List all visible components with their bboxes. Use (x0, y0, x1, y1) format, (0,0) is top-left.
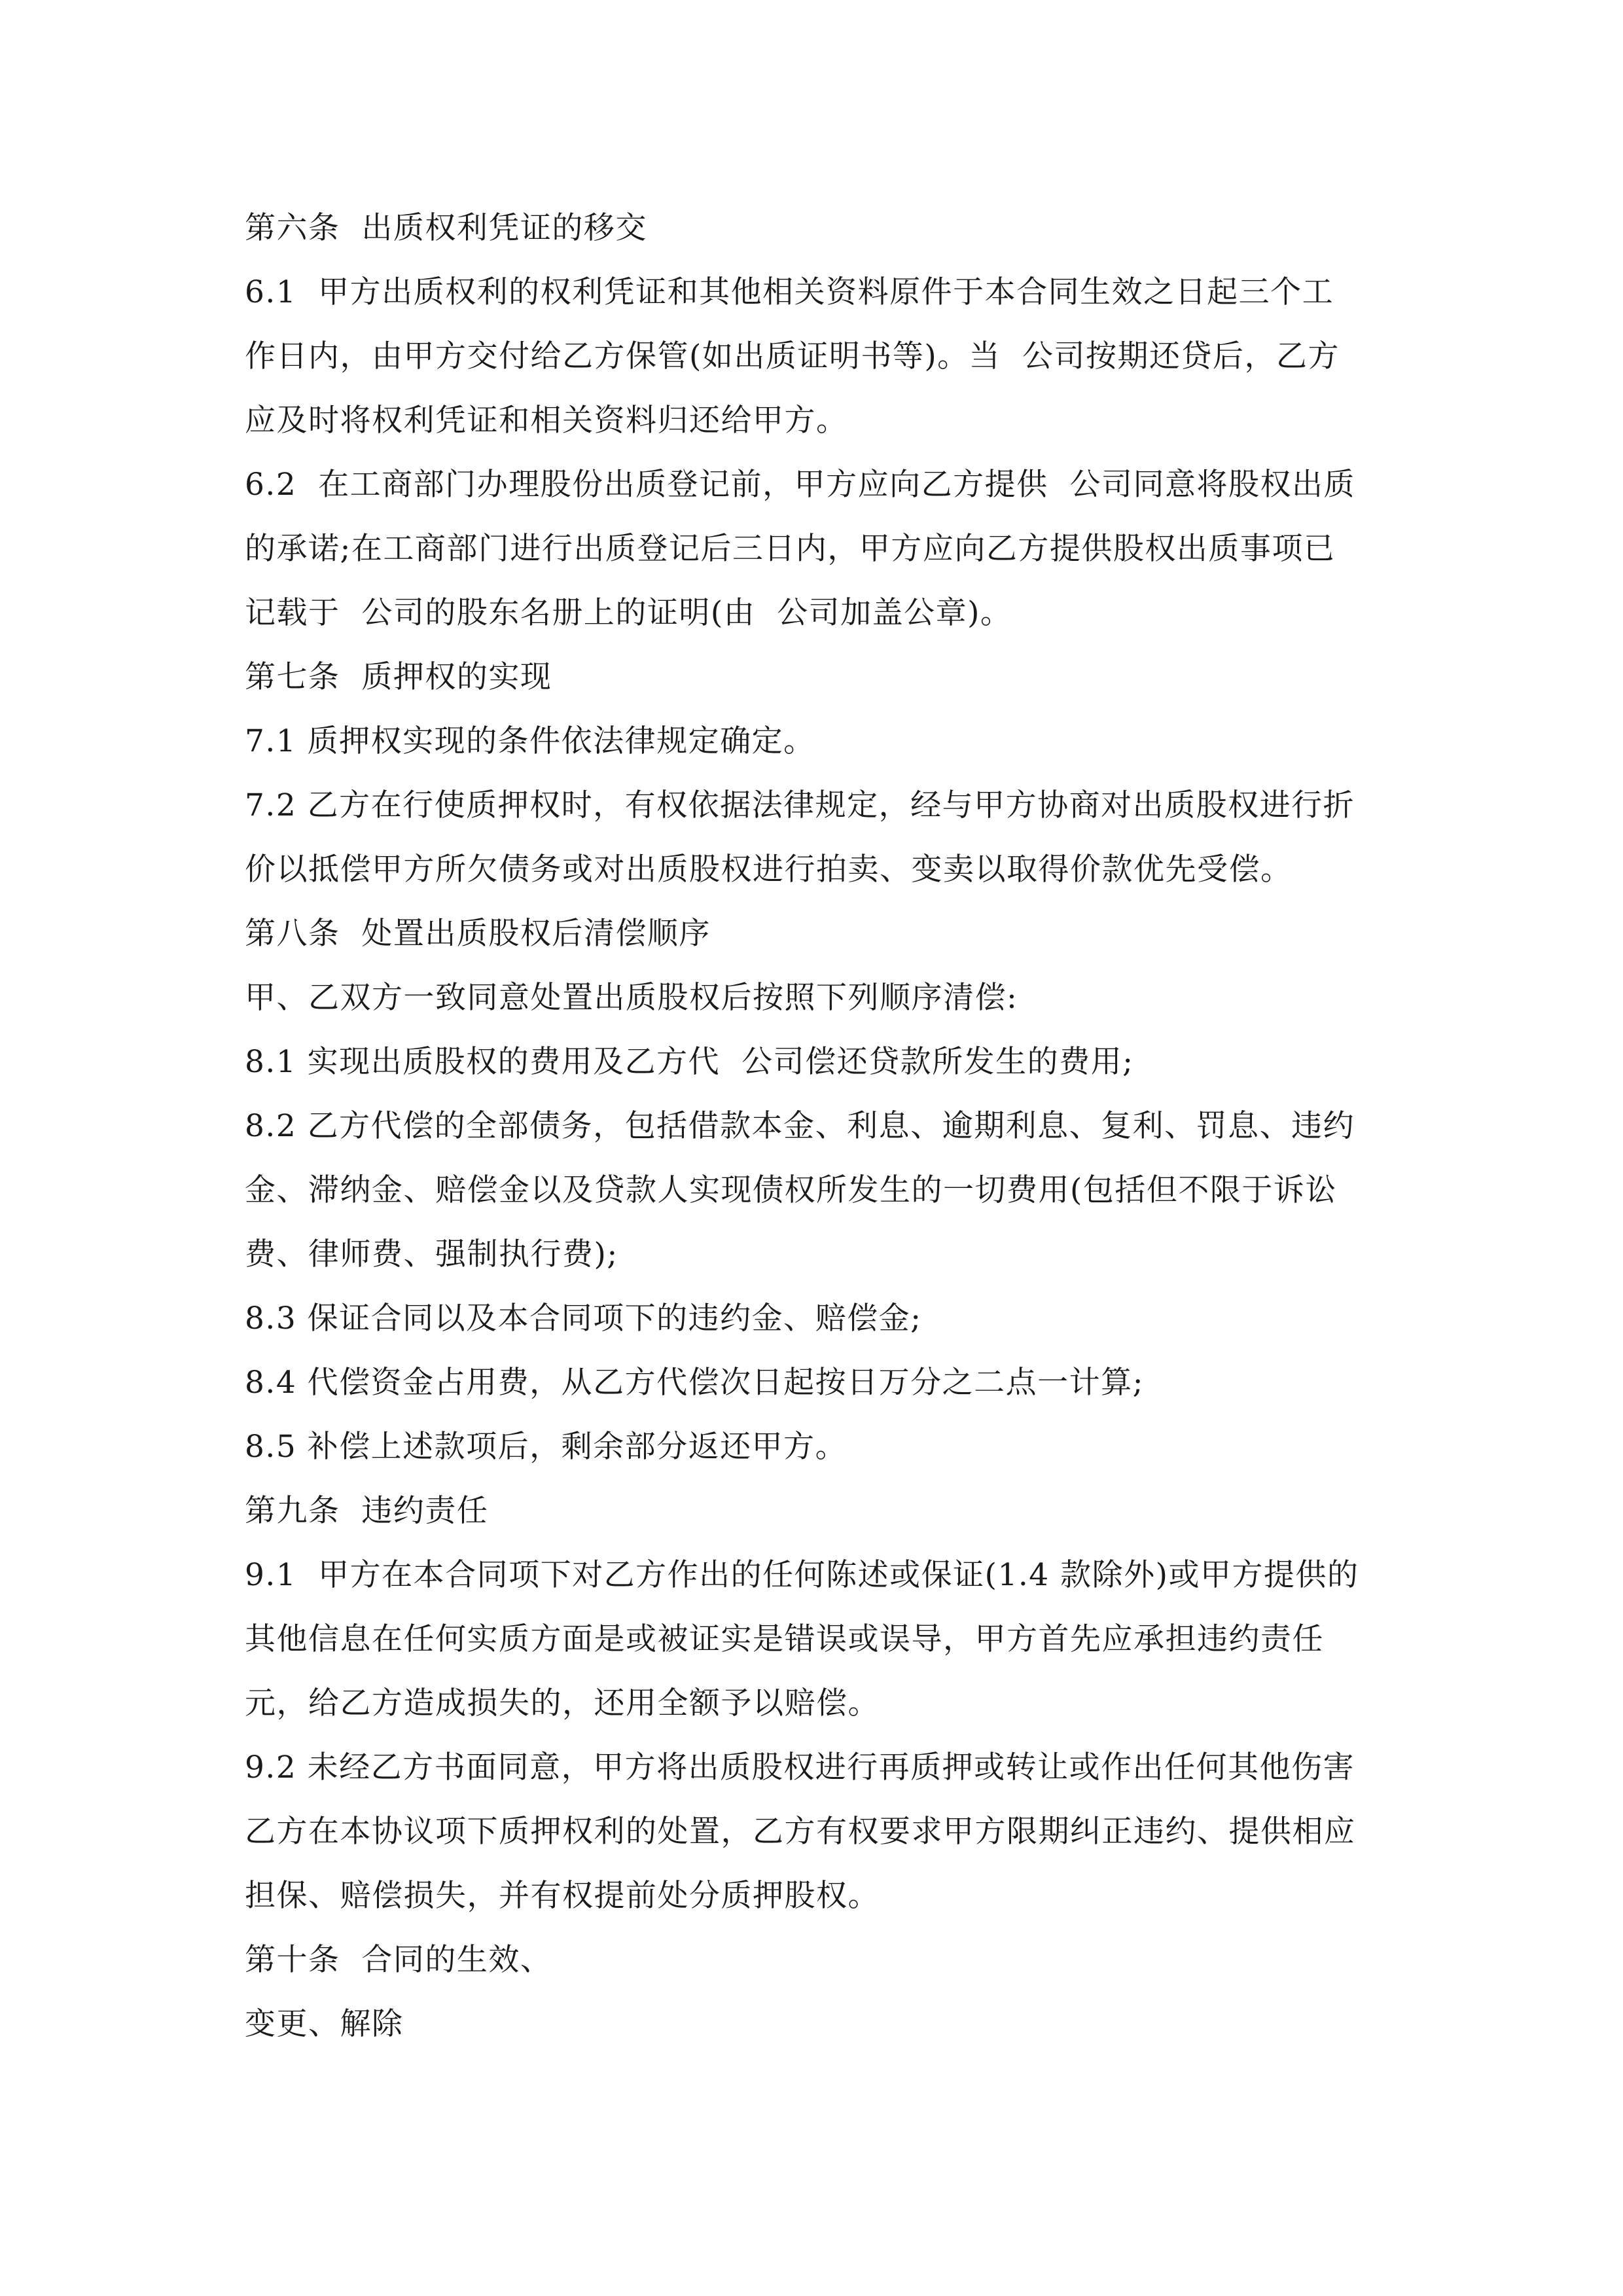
clause-8-2-line-2: 金、滞纳金、赔偿金以及贷款人实现债权所发生的一切费用(包括但不限于诉讼 (245, 1172, 1337, 1208)
clause-8-2-line-3: 费、律师费、强制执行费); (245, 1236, 618, 1272)
clause-6-2-line-3: 记载于 公司的股东名册上的证明(由 公司加盖公章)。 (245, 595, 1012, 631)
clause-9-1-line-3: 元，给乙方造成损失的，还用全额予以赔偿。 (245, 1685, 880, 1721)
article-8-heading: 第八条 处置出质股权后清偿顺序 (245, 916, 711, 952)
article-8-intro: 甲、乙双方一致同意处置出质股权后按照下列顺序清偿: (245, 980, 1018, 1016)
clause-9-2-line-1: 9.2 未经乙方书面同意，甲方将出质股权进行再质押或转让或作出任何其他伤害 (245, 1749, 1355, 1785)
clause-9-2-line-3: 担保、赔偿损失，并有权提前处分质押股权。 (245, 1878, 880, 1914)
clause-8-4: 8.4 代偿资金占用费，从乙方代偿次日起按日万分之二点一计算; (245, 1365, 1145, 1401)
clause-8-5: 8.5 补偿上述款项后，剩余部分返还甲方。 (245, 1429, 847, 1465)
clause-6-1-line-1: 6.1 甲方出质权利的权利凭证和其他相关资料原件于本合同生效之日起三个工 (245, 274, 1334, 310)
clause-6-2-line-1: 6.2 在工商部门办理股份出质登记前，甲方应向乙方提供 公司同意将股权出质 (245, 467, 1356, 503)
clause-9-1-line-2: 其他信息在任何实质方面是或被证实是错误或误导，甲方首先应承担违约责任 (245, 1621, 1324, 1657)
article-6-heading: 第六条 出质权利凭证的移交 (245, 210, 647, 246)
article-7-heading: 第七条 质押权的实现 (245, 659, 552, 695)
clause-6-1-line-3: 应及时将权利凭证和相关资料归还给甲方。 (245, 403, 848, 439)
clause-7-2-line-1: 7.2 乙方在行使质押权时，有权依据法律规定，经与甲方协商对出质股权进行折 (245, 787, 1355, 823)
clause-8-1: 8.1 实现出质股权的费用及乙方代 公司偿还贷款所发生的费用; (245, 1044, 1134, 1080)
article-10-heading: 第十条 合同的生效、 (245, 1942, 552, 1978)
clause-6-1-line-2: 作日内，由甲方交付给乙方保管(如出质证明书等)。当 公司按期还贷后，乙方 (245, 338, 1340, 374)
clause-9-1-line-1: 9.1 甲方在本合同项下对乙方作出的任何陈述或保证(1.4 款除外)或甲方提供的 (245, 1557, 1359, 1593)
article-9-heading: 第九条 违约责任 (245, 1493, 489, 1529)
clause-8-3: 8.3 保证合同以及本合同项下的违约金、赔偿金; (245, 1300, 922, 1336)
clause-9-2-line-2: 乙方在本协议项下质押权利的处置，乙方有权要求甲方限期纠正违约、提供相应 (245, 1814, 1356, 1850)
clause-7-2-line-2: 价以抵偿甲方所欠债务或对出质股权进行拍卖、变卖以取得价款优先受偿。 (245, 852, 1293, 888)
clause-6-2-line-2: 的承诺;在工商部门进行出质登记后三日内，甲方应向乙方提供股权出质事项已 (245, 531, 1336, 567)
clause-8-2-line-1: 8.2 乙方代偿的全部债务，包括借款本金、利息、逾期利息、复利、罚息、违约 (245, 1108, 1355, 1144)
document-body (245, 196, 1381, 2056)
clause-7-1: 7.1 质押权实现的条件依法律规定确定。 (245, 723, 815, 759)
article-10-heading-cont: 变更、解除 (245, 2006, 404, 2042)
